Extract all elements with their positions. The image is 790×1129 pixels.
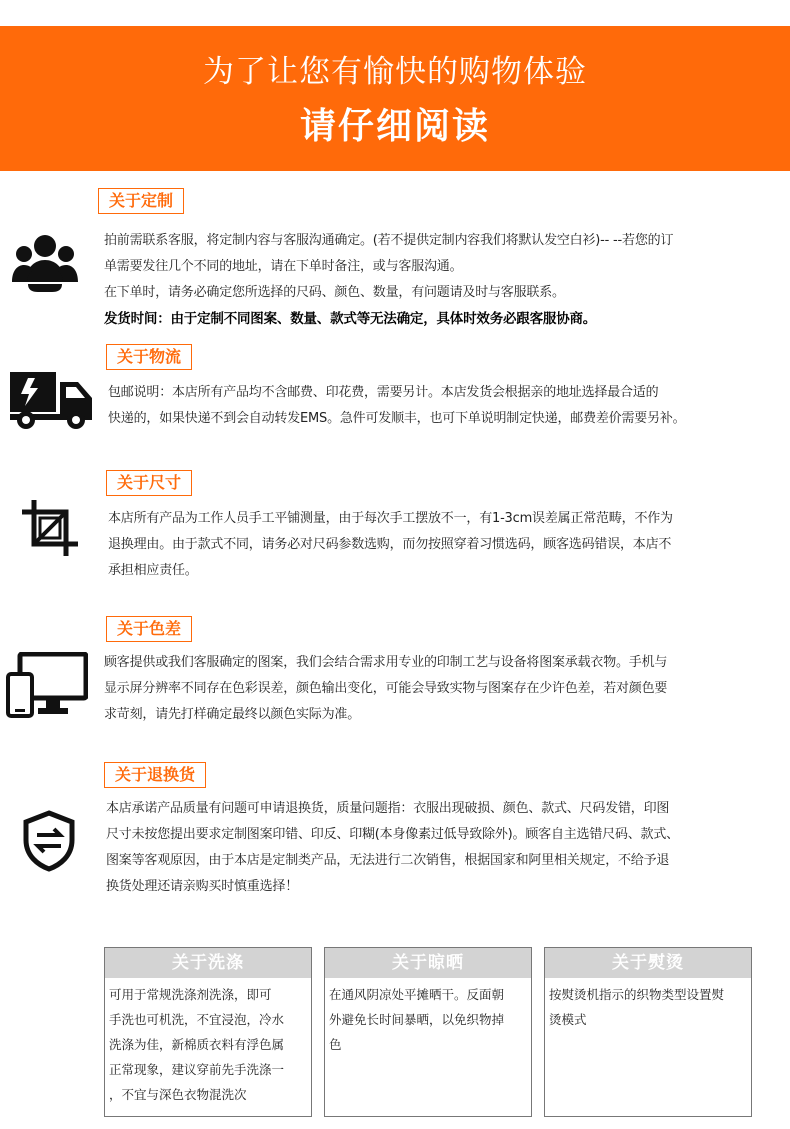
banner-subtitle: 为了让您有愉快的购物体验 [203, 54, 587, 90]
text-line: 显示屏分辨率不同存在色彩误差，颜色输出变化，可能会导致实物与图案存在少许色差，若对颜色要 [104, 681, 668, 696]
text-line: 洗涤为佳，新棉质衣料有浮色属 [109, 1037, 285, 1052]
care-title-washing: 关于洗涤 [105, 948, 311, 978]
care-box-ironing [544, 947, 752, 1117]
care-text-washing [105, 978, 311, 1107]
text-line: 单需要发往几个不同的地址，请在下单时备注，或与客服沟通。 [104, 259, 463, 274]
header-banner [0, 26, 790, 171]
section-title-returns: 关于退换货 [104, 762, 206, 788]
care-box-washing [104, 947, 312, 1117]
text-line: 外避免长时间暴晒，以免织物掉 [329, 1012, 505, 1027]
section-text-logistics [108, 380, 788, 432]
devices-icon [6, 652, 88, 718]
care-text-drying [325, 978, 531, 1057]
text-line: 正常现象，建议穿前先手洗涤一 [109, 1062, 285, 1077]
shield-exchange-icon [22, 810, 76, 872]
text-line: ，不宜与深色衣物混洗次 [109, 1087, 247, 1102]
text-line: 换货处理还请亲购买时慎重选择！ [106, 879, 299, 894]
care-text-ironing [545, 978, 751, 1032]
text-line: 本店承诺产品质量有问题可申请退换货，质量问题指：衣服出现破损、颜色、款式、尺码发错，印图 [106, 801, 670, 816]
text-line: 在通风阴凉处平摊晒干。反面朝 [329, 987, 505, 1002]
section-title-color: 关于色差 [106, 616, 192, 642]
text-line: 快递的，如果快递不到会自动转发EMS。急件可发顺丰，也可下单说明制定快递，邮费差价需要另补。 [108, 411, 686, 426]
text-line: 尺寸未按您提出要求定制图案印错、印反、印糊(本身像素过低导致除外)。顾客自主选错尺码、款式、 [106, 827, 679, 842]
text-line: 色 [329, 1037, 342, 1052]
care-title-ironing: 关于熨烫 [545, 948, 751, 978]
text-line: 求苛刻，请先打样确定最终以颜色实际为准。 [104, 707, 361, 722]
text-line: 承担相应责任。 [108, 563, 198, 578]
banner-title: 请仔细阅读 [299, 106, 490, 147]
text-line: 包邮说明：本店所有产品均不含邮费、印花费，需要另计。本店发货会根据亲的地址选择最合适的 [108, 385, 659, 400]
text-line: 图案等客观原因，由于本店是定制类产品，无法进行二次销售，根据国家和阿里相关规定，不给予退 [106, 853, 670, 868]
section-title-size: 关于尺寸 [106, 470, 192, 496]
section-text-size [108, 506, 788, 584]
text-line: 可用于常规洗涤剂洗涤，即可 [109, 987, 272, 1002]
shipping-time-note: 发货时间：由于定制不同图案、数量、款式等无法确定，具体时效务必跟客服协商。 [104, 311, 597, 327]
section-text-custom [104, 228, 784, 332]
text-line: 烫模式 [549, 1012, 587, 1027]
section-text-color [104, 650, 788, 728]
text-line: 按熨烫机指示的织物类型设置熨 [549, 987, 725, 1002]
care-title-drying: 关于晾晒 [325, 948, 531, 978]
text-line: 退换理由。由于款式不同，请务必对尺码参数选购，而勿按照穿着习惯选码，顾客选码错误，本店不 [108, 537, 672, 552]
care-box-drying [324, 947, 532, 1117]
text-line: 拍前需联系客服，将定制内容与客服沟通确定。(若不提供定制内容我们将默认发空白衫)-- --若您的订 [104, 233, 674, 248]
section-title-custom: 关于定制 [98, 188, 184, 214]
truck-icon [8, 370, 96, 432]
text-line: 手洗也可机洗，不宜浸泡，冷水 [109, 1012, 285, 1027]
section-text-returns [106, 796, 790, 900]
users-icon [12, 232, 78, 294]
text-line: 在下单时，请务必确定您所选择的尺码、颜色、数量，有问题请及时与客服联系。 [104, 285, 565, 300]
section-title-logistics: 关于物流 [106, 344, 192, 370]
text-line: 顾客提供或我们客服确定的图案，我们会结合需求用专业的印制工艺与设备将图案承载衣物。手机与 [104, 655, 668, 670]
crop-icon [20, 498, 80, 558]
text-line: 本店所有产品为工作人员手工平铺测量，由于每次手工摆放不一，有1-3cm误差属正常范畴，不作为 [108, 511, 673, 526]
